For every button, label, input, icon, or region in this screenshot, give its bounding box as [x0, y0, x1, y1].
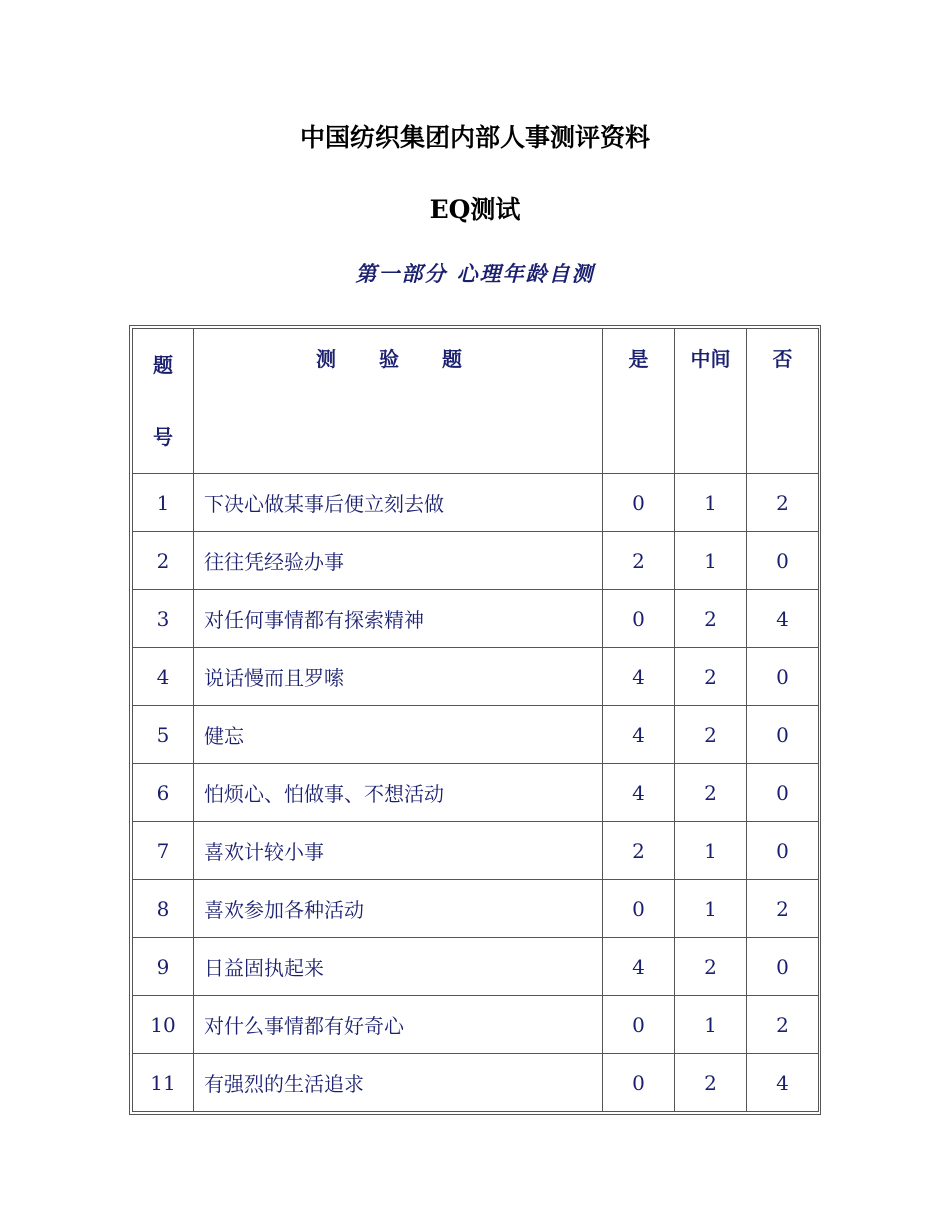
table-row: [133, 648, 819, 706]
row-yes-score: 0: [603, 880, 675, 938]
row-no-score: 4: [747, 590, 819, 648]
row-question: 喜欢计较小事: [194, 822, 603, 880]
row-number: 2: [133, 532, 194, 590]
row-middle-score: 2: [675, 1054, 747, 1112]
row-question: 下决心做某事后便立刻去做: [194, 474, 603, 532]
row-no-score: 0: [747, 764, 819, 822]
row-no-score: 0: [747, 938, 819, 996]
row-question: 往往凭经验办事: [194, 532, 603, 590]
header-number-line2: 号: [153, 425, 173, 449]
row-yes-score: 0: [603, 1054, 675, 1112]
table-row: [133, 706, 819, 764]
row-number: 1: [133, 474, 194, 532]
row-question: 有强烈的生活追求: [194, 1054, 603, 1112]
row-yes-score: 2: [603, 822, 675, 880]
row-question: 喜欢参加各种活动: [194, 880, 603, 938]
table-row: [133, 532, 819, 590]
row-number: 10: [133, 996, 194, 1054]
table-header-row: [133, 329, 819, 474]
table-row: [133, 764, 819, 822]
row-number: 11: [133, 1054, 194, 1112]
row-yes-score: 4: [603, 938, 675, 996]
row-question: 健忘: [194, 706, 603, 764]
document-title: 中国纺织集团内部人事测评资料: [299, 123, 650, 152]
row-no-score: 0: [747, 648, 819, 706]
row-number: 3: [133, 590, 194, 648]
row-middle-score: 1: [675, 532, 747, 590]
row-no-score: 2: [747, 996, 819, 1054]
row-middle-score: 2: [675, 938, 747, 996]
row-yes-score: 0: [603, 996, 675, 1054]
row-yes-score: 0: [603, 590, 675, 648]
row-middle-score: 1: [675, 996, 747, 1054]
row-middle-score: 2: [675, 764, 747, 822]
header-question: 测 验 题: [194, 329, 603, 474]
row-middle-score: 1: [675, 474, 747, 532]
table-row: [133, 938, 819, 996]
row-yes-score: 4: [603, 764, 675, 822]
table-row: [133, 474, 819, 532]
row-no-score: 2: [747, 880, 819, 938]
row-yes-score: 4: [603, 648, 675, 706]
row-middle-score: 1: [675, 822, 747, 880]
row-question: 日益固执起来: [194, 938, 603, 996]
row-number: 7: [133, 822, 194, 880]
row-question: 说话慢而且罗嗦: [194, 648, 603, 706]
row-question: 怕烦心、怕做事、不想活动: [194, 764, 603, 822]
row-number: 8: [133, 880, 194, 938]
table-row: [133, 590, 819, 648]
test-table-frame: [129, 325, 821, 1115]
row-question: 对什么事情都有好奇心: [194, 996, 603, 1054]
row-yes-score: 2: [603, 532, 675, 590]
row-middle-score: 2: [675, 590, 747, 648]
row-number: 4: [133, 648, 194, 706]
table-row: [133, 822, 819, 880]
row-no-score: 0: [747, 532, 819, 590]
row-no-score: 0: [747, 822, 819, 880]
table-row: [133, 996, 819, 1054]
row-number: 5: [133, 706, 194, 764]
header-number: [133, 329, 194, 474]
header-no: 否: [747, 329, 819, 474]
row-middle-score: 2: [675, 706, 747, 764]
header-number-line1: 题: [153, 353, 173, 377]
row-middle-score: 2: [675, 648, 747, 706]
row-no-score: 2: [747, 474, 819, 532]
test-table: [132, 328, 819, 1112]
row-number: 6: [133, 764, 194, 822]
row-no-score: 0: [747, 706, 819, 764]
section-title: 第一部分 心理年龄自测: [355, 262, 595, 286]
document-subtitle: EQ测试: [429, 195, 521, 224]
row-question: 对任何事情都有探索精神: [194, 590, 603, 648]
header-middle: 中间: [675, 329, 747, 474]
row-number: 9: [133, 938, 194, 996]
table-row: [133, 880, 819, 938]
header-yes: 是: [603, 329, 675, 474]
row-yes-score: 0: [603, 474, 675, 532]
row-middle-score: 1: [675, 880, 747, 938]
table-row: [133, 1054, 819, 1112]
row-no-score: 4: [747, 1054, 819, 1112]
row-yes-score: 4: [603, 706, 675, 764]
